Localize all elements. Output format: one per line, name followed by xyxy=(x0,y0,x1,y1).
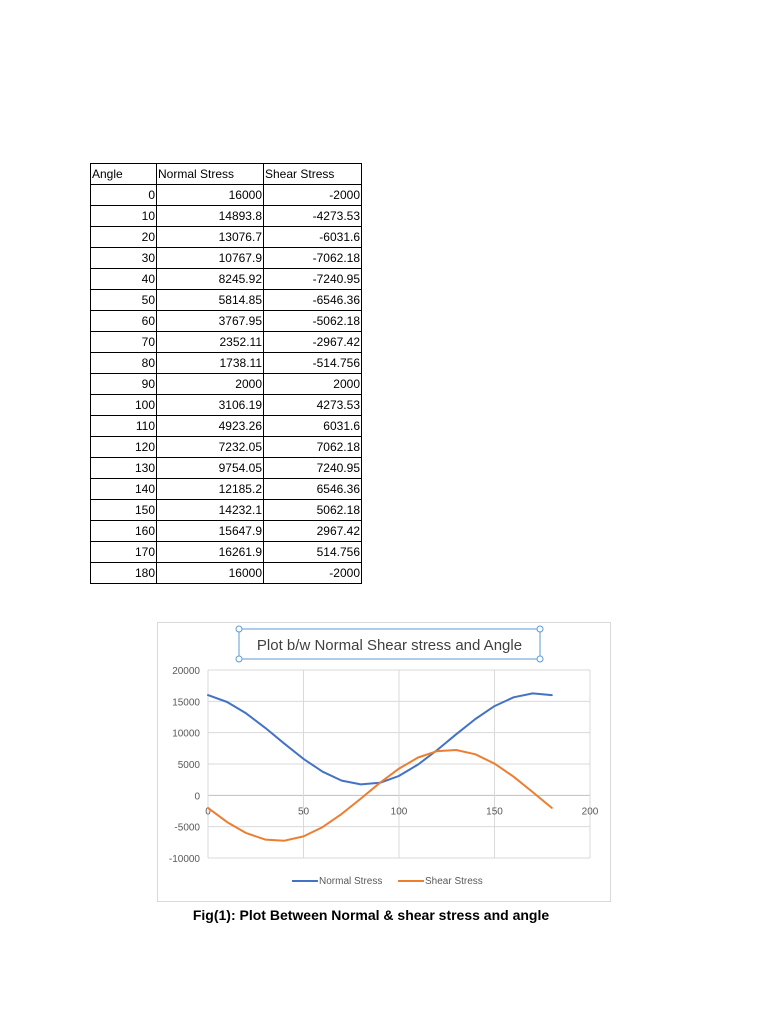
cell-normal-stress: 14893.8 xyxy=(157,206,264,227)
table-row xyxy=(91,332,362,353)
table-row xyxy=(91,374,362,395)
table-row xyxy=(91,353,362,374)
cell-angle: 170 xyxy=(91,542,157,563)
table-row xyxy=(91,437,362,458)
cell-shear-stress: 4273.53 xyxy=(264,395,362,416)
x-tick-label: 150 xyxy=(486,806,503,818)
table-row xyxy=(91,416,362,437)
header-angle: Angle xyxy=(91,164,157,185)
cell-shear-stress: 2967.42 xyxy=(264,521,362,542)
cell-normal-stress: 2352.11 xyxy=(157,332,264,353)
cell-normal-stress: 2000 xyxy=(157,374,264,395)
table-row xyxy=(91,269,362,290)
series-line-normal-stress xyxy=(208,693,552,784)
cell-shear-stress: -6031.6 xyxy=(264,227,362,248)
table-row xyxy=(91,311,362,332)
cell-normal-stress: 4923.26 xyxy=(157,416,264,437)
table-row xyxy=(91,206,362,227)
chart-title[interactable]: Plot b/w Normal Shear stress and Angle xyxy=(256,637,523,654)
cell-angle: 40 xyxy=(91,269,157,290)
cell-normal-stress: 14232.1 xyxy=(157,500,264,521)
table-row xyxy=(91,248,362,269)
cell-normal-stress: 5814.85 xyxy=(157,290,264,311)
cell-normal-stress: 9754.05 xyxy=(157,458,264,479)
table-row xyxy=(91,185,362,206)
table-row xyxy=(91,563,362,584)
cell-normal-stress: 7232.05 xyxy=(157,437,264,458)
cell-angle: 80 xyxy=(91,353,157,374)
y-tick-label: -5000 xyxy=(174,822,200,834)
x-tick-label: 200 xyxy=(581,806,599,818)
cell-shear-stress: 6546.36 xyxy=(264,479,362,500)
legend-label-shear-stress: Shear Stress xyxy=(425,876,483,887)
cell-normal-stress: 16261.9 xyxy=(157,542,264,563)
x-tick-label: 100 xyxy=(390,806,408,818)
cell-angle: 120 xyxy=(91,437,157,458)
cell-angle: 10 xyxy=(91,206,157,227)
x-tick-label: 0 xyxy=(205,806,211,818)
cell-shear-stress: 6031.6 xyxy=(264,416,362,437)
table-row xyxy=(91,542,362,563)
cell-shear-stress: -2967.42 xyxy=(264,332,362,353)
cell-angle: 110 xyxy=(91,416,157,437)
cell-angle: 50 xyxy=(91,290,157,311)
cell-shear-stress: -7240.95 xyxy=(264,269,362,290)
cell-angle: 20 xyxy=(91,227,157,248)
cell-normal-stress: 13076.7 xyxy=(157,227,264,248)
y-tick-label: 20000 xyxy=(172,666,200,677)
chart-svg xyxy=(158,623,612,903)
table-row xyxy=(91,290,362,311)
table-row xyxy=(91,500,362,521)
table-row xyxy=(91,458,362,479)
header-shear-stress: Shear Stress xyxy=(264,164,362,185)
cell-shear-stress: -7062.18 xyxy=(264,248,362,269)
legend-label-normal-stress: Normal Stress xyxy=(319,876,383,887)
header-normal-stress: Normal Stress xyxy=(157,164,264,185)
cell-angle: 60 xyxy=(91,311,157,332)
table-row xyxy=(91,521,362,542)
cell-angle: 70 xyxy=(91,332,157,353)
cell-shear-stress: 2000 xyxy=(264,374,362,395)
cell-angle: 30 xyxy=(91,248,157,269)
table-row xyxy=(91,395,362,416)
cell-shear-stress: 7240.95 xyxy=(264,458,362,479)
cell-shear-stress: 5062.18 xyxy=(264,500,362,521)
y-tick-label: 10000 xyxy=(172,728,200,740)
cell-shear-stress: -5062.18 xyxy=(264,311,362,332)
y-tick-label: -10000 xyxy=(168,854,200,865)
table-row xyxy=(91,227,362,248)
cell-shear-stress: -514.756 xyxy=(264,353,362,374)
selection-handle[interactable] xyxy=(537,656,543,662)
cell-normal-stress: 3767.95 xyxy=(157,311,264,332)
x-tick-label: 50 xyxy=(297,806,310,818)
cell-shear-stress: -2000 xyxy=(264,563,362,584)
cell-normal-stress: 12185.2 xyxy=(157,479,264,500)
cell-angle: 100 xyxy=(91,395,157,416)
stress-data-table xyxy=(90,163,362,584)
table-row xyxy=(91,479,362,500)
cell-angle: 140 xyxy=(91,479,157,500)
cell-shear-stress: -6546.36 xyxy=(264,290,362,311)
selection-handle[interactable] xyxy=(236,656,242,662)
cell-normal-stress: 3106.19 xyxy=(157,395,264,416)
cell-angle: 180 xyxy=(91,563,157,584)
cell-angle: 130 xyxy=(91,458,157,479)
cell-angle: 150 xyxy=(91,500,157,521)
cell-shear-stress: -2000 xyxy=(264,185,362,206)
selection-handle[interactable] xyxy=(236,626,242,632)
cell-normal-stress: 10767.9 xyxy=(157,248,264,269)
cell-shear-stress: 7062.18 xyxy=(264,437,362,458)
figure-caption: Fig(1): Plot Between Normal & shear stress and angle xyxy=(192,907,550,923)
cell-normal-stress: 15647.9 xyxy=(157,521,264,542)
cell-normal-stress: 8245.92 xyxy=(157,269,264,290)
selection-handle[interactable] xyxy=(537,626,543,632)
y-tick-label: 5000 xyxy=(177,760,200,771)
cell-angle: 160 xyxy=(91,521,157,542)
cell-shear-stress: 514.756 xyxy=(264,542,362,563)
table-header-row xyxy=(91,164,362,185)
cell-normal-stress: 16000 xyxy=(157,185,264,206)
cell-normal-stress: 16000 xyxy=(157,563,264,584)
cell-angle: 90 xyxy=(91,374,157,395)
cell-normal-stress: 1738.11 xyxy=(157,353,264,374)
cell-angle: 0 xyxy=(91,185,157,206)
stress-angle-chart[interactable] xyxy=(157,622,611,902)
y-tick-label: 15000 xyxy=(172,697,200,709)
cell-shear-stress: -4273.53 xyxy=(264,206,362,227)
y-tick-label: 0 xyxy=(194,791,200,803)
